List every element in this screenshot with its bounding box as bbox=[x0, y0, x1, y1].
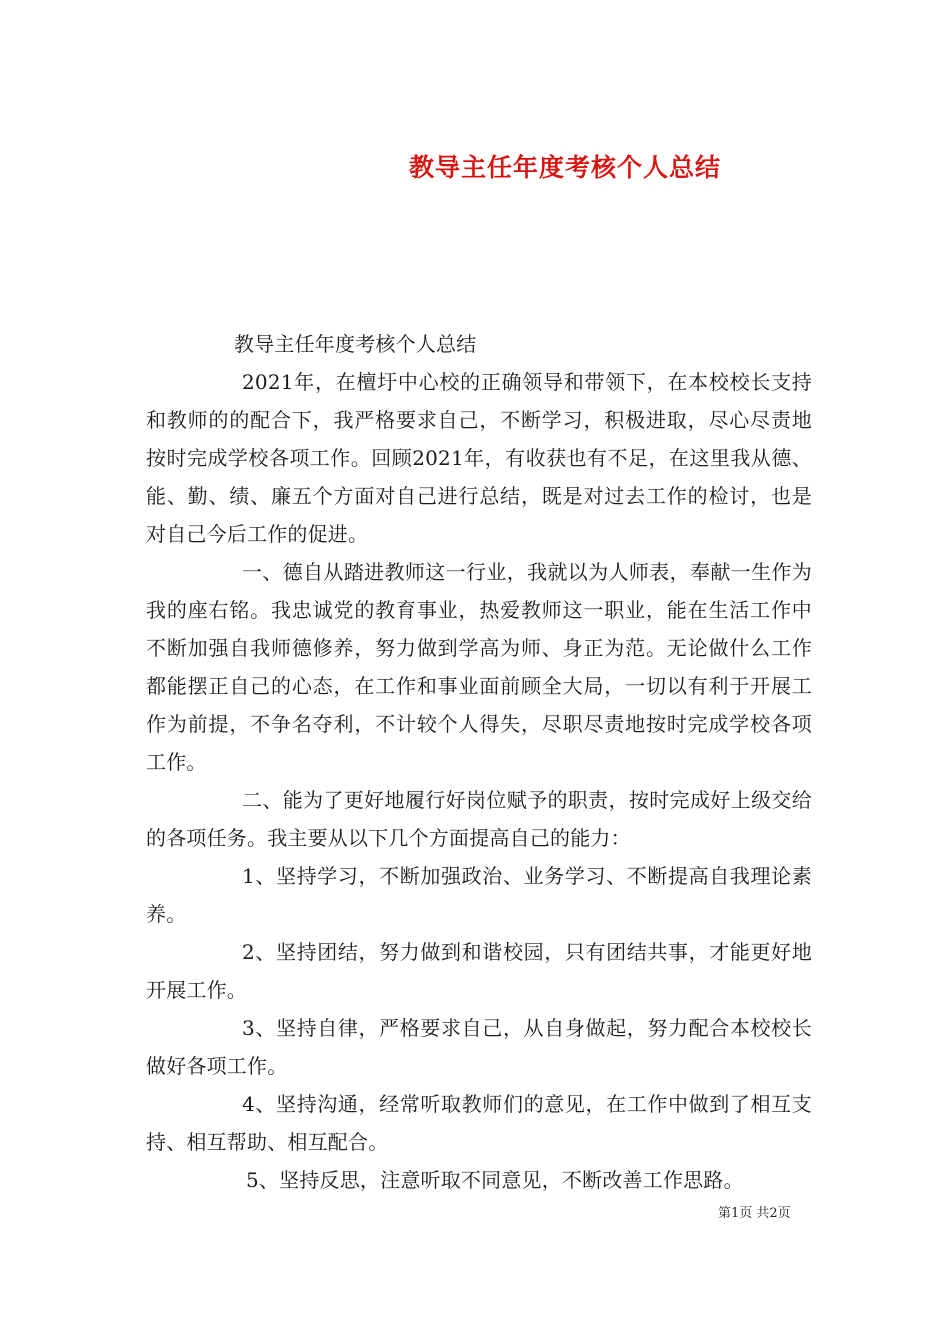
list-item-discipline: 3、坚持自律，严格要求自己，从自身做起，努力配合本校校长做好各项工作。 bbox=[146, 1016, 812, 1078]
document-body bbox=[146, 325, 812, 1199]
document-subtitle: 教导主任年度考核个人总结 bbox=[234, 332, 477, 356]
list-item-unity: 2、坚持团结，努力做到和谐校园，只有团结共事，才能更好地开展工作。 bbox=[146, 940, 812, 1002]
list-item-reflection: 5、坚持反思，注意听取不同意见，不断改善工作思路。 bbox=[246, 1168, 744, 1192]
page-title: 教导主任年度考核个人总结 bbox=[408, 152, 721, 182]
page-footer: 第1页 共2页 bbox=[718, 1206, 791, 1221]
list-item-study: 1、坚持学习，不断加强政治、业务学习、不断提高自我理论素养。 bbox=[146, 864, 812, 926]
paragraph-intro: 2021年，在檀圩中心校的正确领导和带领下，在本校校长支持和教师的的配合下，我严格要求自己，不断学习，积极进取，尽心尽责地按时完成学校各项工作。回顾2021年，有收获也有不足，在这里我从德、能、勤、绩、廉五个方面对自己进行总结，既是对过去工作的检讨，也是对自己今后工作的促进。 bbox=[146, 370, 812, 546]
paragraph-virtue: 一、德自从踏进教师这一行业，我就以为人师表，奉献一生作为我的座右铭。我忠诚党的教育事业，热爱教师这一职业，能在生活工作中不断加强自我师德修养，努力做到学高为师、身正为范。无论做什么工作都能摆正自己的心态，在工作和事业面前顾全大局，一切以有利于开展工作为前提，不争名夺利，不计较个人得失，尽职尽责地按时完成学校各项工作。 bbox=[146, 560, 812, 774]
list-item-communication: 4、坚持沟通，经常听取教师们的意见，在工作中做到了相互支持、相互帮助、相互配合。 bbox=[146, 1092, 812, 1154]
paragraph-ability: 二、能为了更好地履行好岗位赋予的职责，按时完成好上级交给的各项任务。我主要从以下几个方面提高自己的能力： bbox=[146, 788, 812, 850]
